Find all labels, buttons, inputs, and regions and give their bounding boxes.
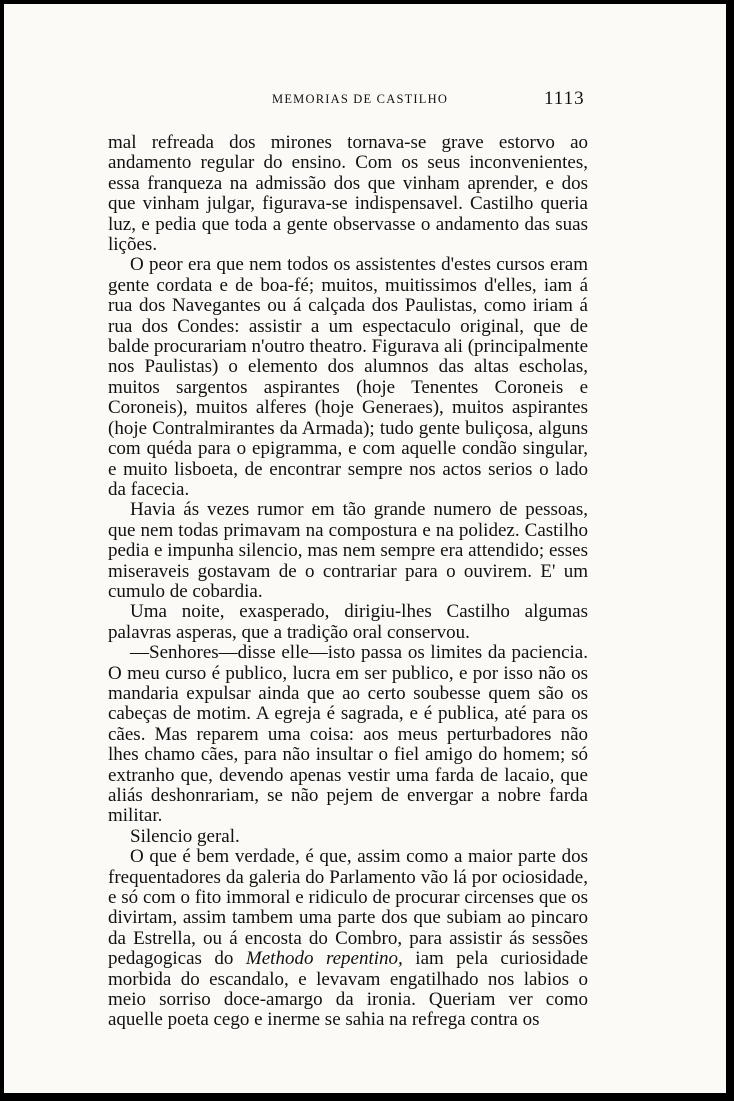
running-title: MEMORIAS DE CASTILHO xyxy=(272,92,449,106)
paragraph-7 xyxy=(108,847,588,1031)
paragraph-7-start: O que é bem verdade, é que, assim como a maior parte dos frequentadores da galeria do Parlamento vão lá por ociosidade, e só com o fito immoral e ridiculo de procurar circenses que os divirtam, assim tambem uma parte dos que subiam ao pincaro da Estrella, ou á encosta do Combro, para assistir ás sessões pedagogicas do xyxy=(108,846,588,970)
paragraph-2: O peor era que nem todos os assistentes d'estes cursos eram gente cordata e de boa-fé; muitos, muitissimos d'elles, iam á rua dos Navegantes ou á calçada dos Paulistas, como iriam á rua dos Condes: assistir a um espectaculo original, que de balde procurariam n'outro theatro. Figurava ali (principalmente nos Paulistas) o elemento dos alumnos das altas escholas, muitos sargentos aspirantes (hoje Tenentes Coroneis e Coroneis), muitos alferes (hoje Generaes), muitos aspirantes (hoje Contralmirantes da Armada); tudo gente buliçosa, alguns com quéda para o epigramma, e com aquelle condão singular, e muito lisboeta, de encontrar sempre nos actos serios o lado da facecia. xyxy=(108,254,588,500)
paragraph-6: Silencio geral. xyxy=(130,825,240,847)
paragraph-4: Uma noite, exasperado, dirigiu-lhes Castilho algumas palavras asperas, que a tradição oral conservou. xyxy=(108,601,588,643)
page-header xyxy=(4,88,726,118)
paragraph-5: —Senhores—disse elle—isto passa os limites da paciencia. O meu curso é publico, lucra em ser publico, e por isso não os mandaria expulsar ainda que ao certo soubesse quem são os cabeças de motim. A egreja é sagrada, e é publica, até para os cães. Mas reparem uma coisa: aos meus perturbadores não lhes chamo cães, para não insultar o fiel amigo do homem; só extranho que, devendo apenas vestir uma farda de lacaio, que aliás deshonrariam, se não pejem de envergar a nobre farda militar. xyxy=(108,642,588,827)
paragraph-7-end: iam pela curiosidade morbida do escandalo, e levavam engatilhado nos labios o meio sorriso doce-amargo da ironia. Queriam ver como aquelle poeta cego e inerme se sahia na refrega contra os xyxy=(108,948,589,1031)
page-number: 1113 xyxy=(544,88,585,109)
paragraph-1: mal refreada dos mirones tornava-se grave estorvo ao andamento regular do ensino. Com os seus inconvenientes, essa franqueza na admissão dos que vinham aprender, e dos que vinham julgar, figurava-se indispensavel. Castilho queria luz, e pedia que toda a gente observasse o andamento das suas lições. xyxy=(108,132,588,256)
book-title-italic: Methodo repentino, xyxy=(245,948,403,970)
paragraph-3: Havia ás vezes rumor em tão grande numero de pessoas, que nem todas primavam na compostura e na polidez. Castilho pedia e impunha silencio, mas nem sempre era attendido; esses miseraveis gostavam de o contrariar para o ouvirem. E' um cumulo de cobardia. xyxy=(108,499,588,602)
body-text xyxy=(108,133,588,1031)
book-page xyxy=(4,4,726,1093)
